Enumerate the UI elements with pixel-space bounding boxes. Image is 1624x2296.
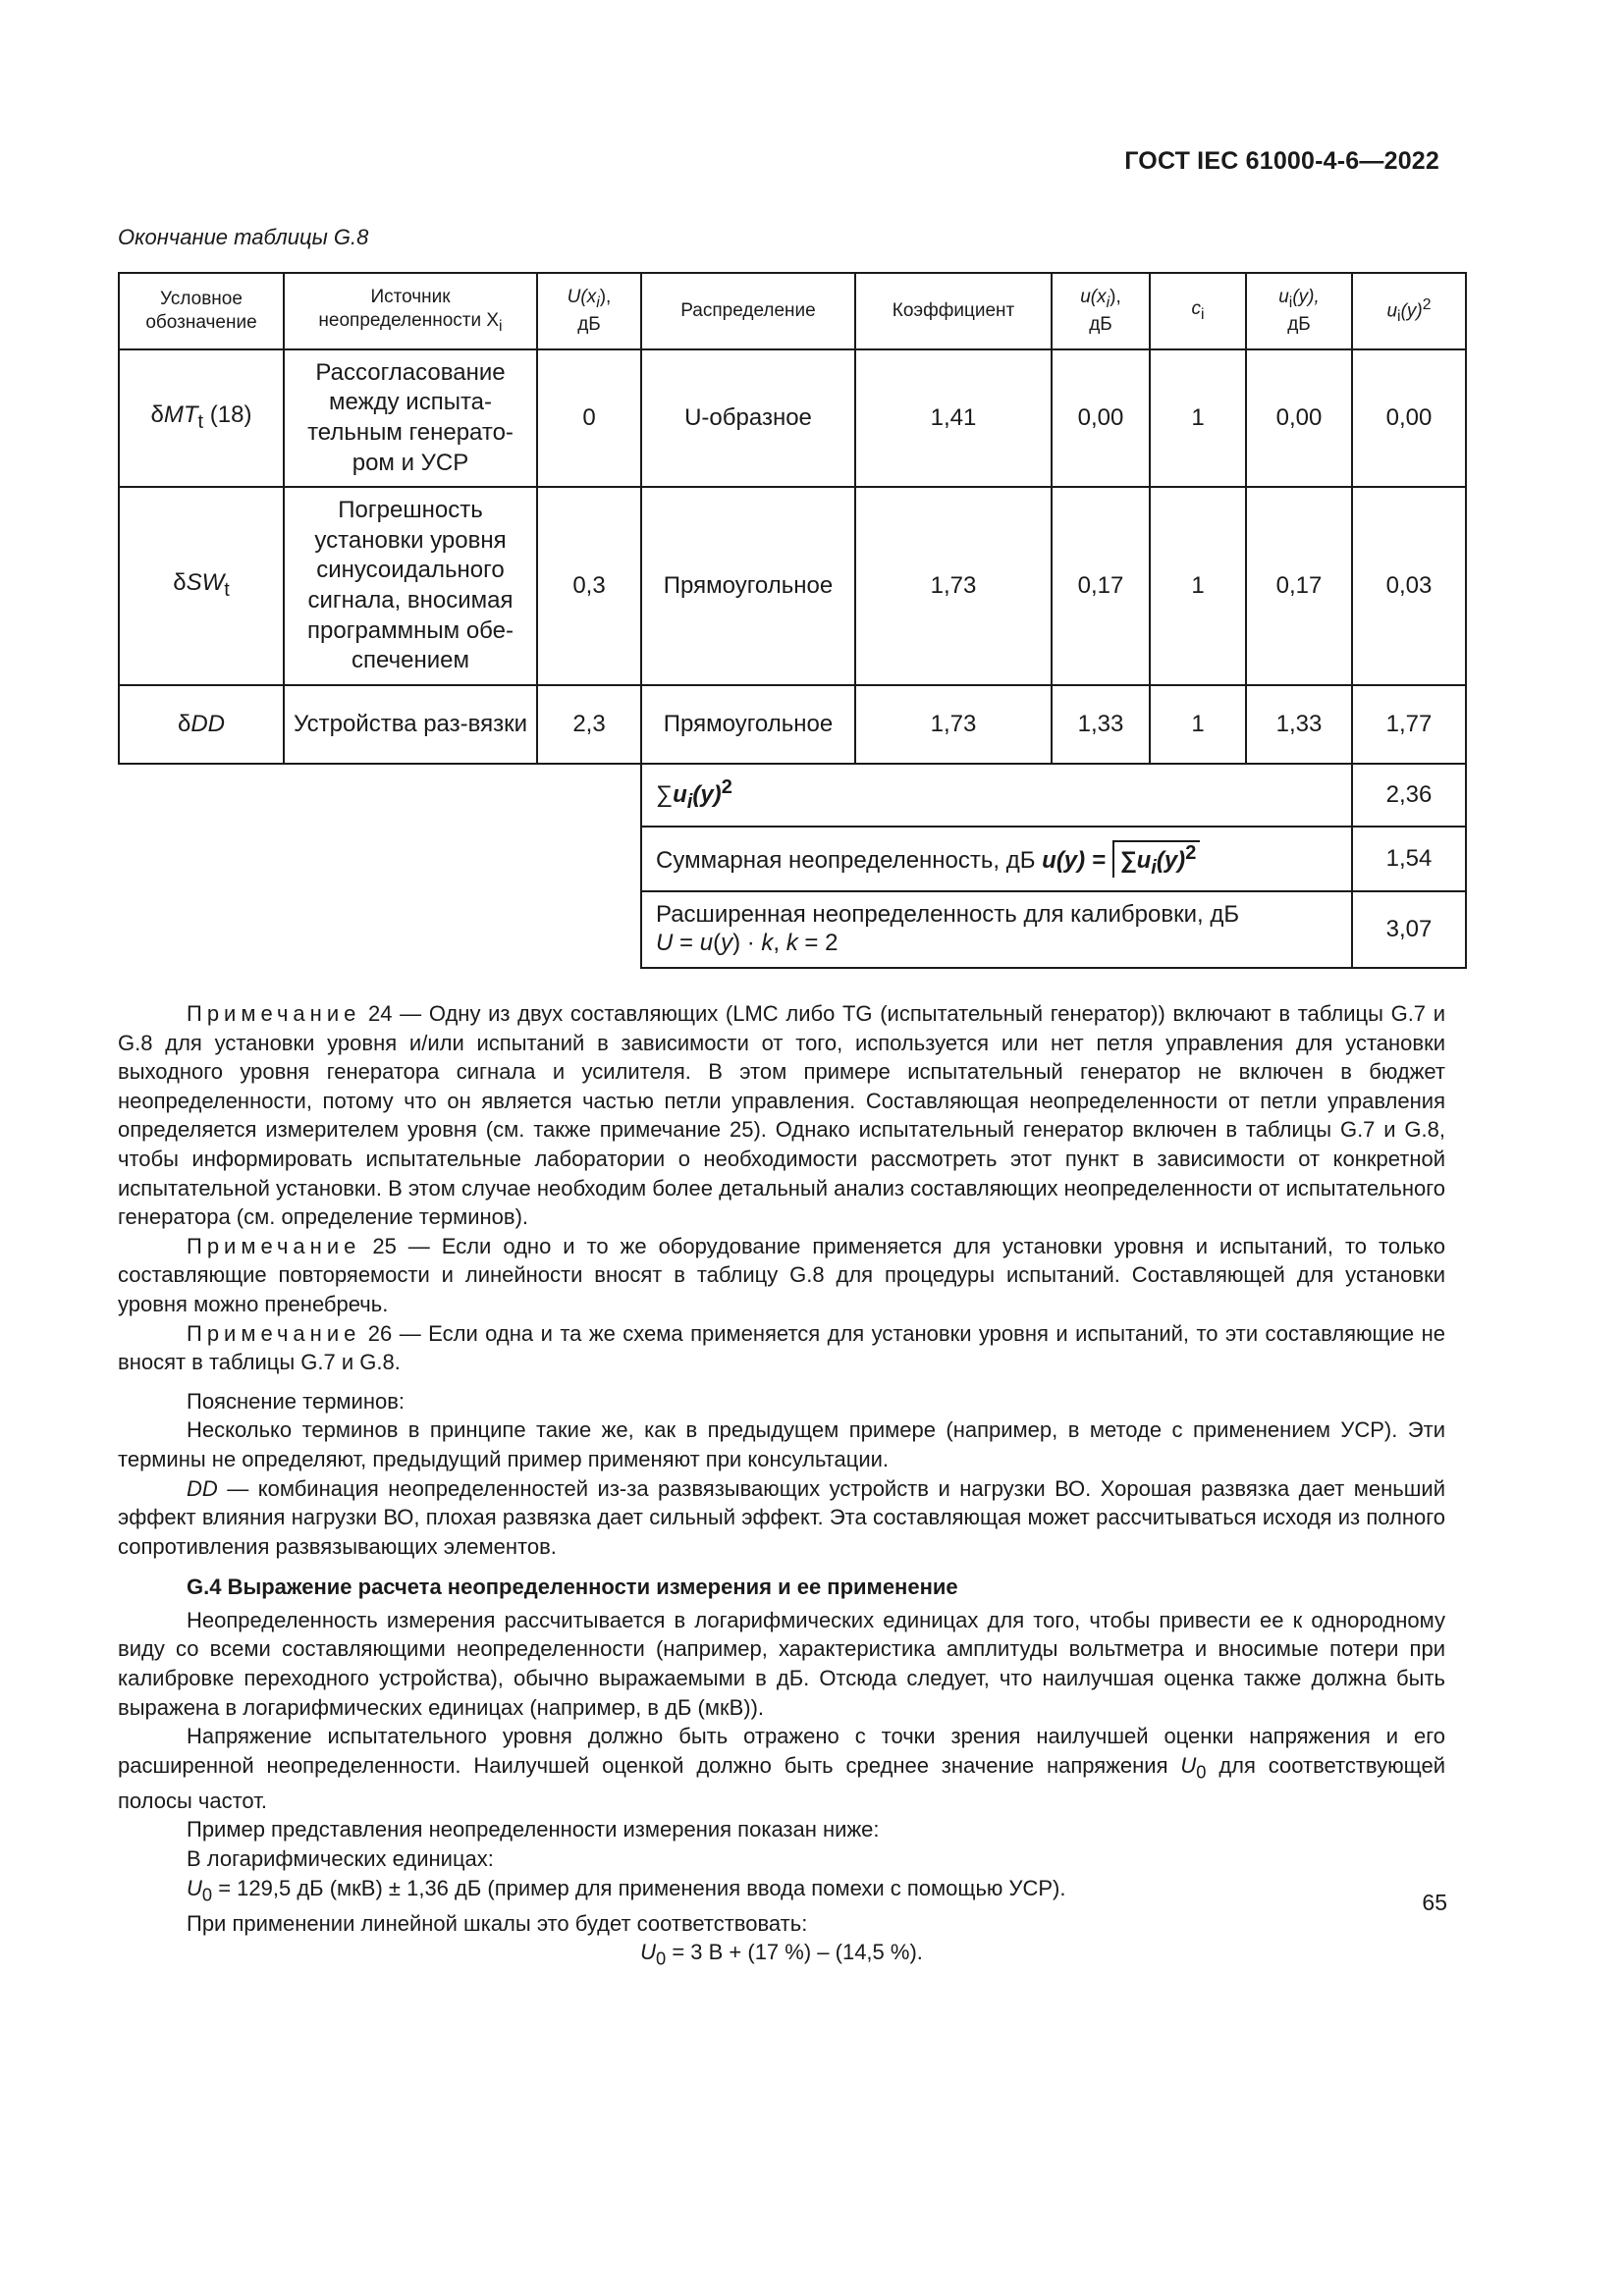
cell-u: 1,33 bbox=[1052, 685, 1150, 764]
table-row bbox=[119, 685, 1466, 764]
cell-symbol: δDD bbox=[119, 685, 284, 764]
cell-source: Рассогласование между испыта-тельным генерато-ром и УСР bbox=[284, 349, 537, 487]
cell-uy: 1,33 bbox=[1246, 685, 1352, 764]
combined-label: Суммарная неопределенность, дБ $u(y) = \sum u_i(y)^2$ bbox=[641, 827, 1352, 891]
table-header-row bbox=[119, 273, 1466, 349]
cell-u: 0,17 bbox=[1052, 487, 1150, 685]
col-u: $u(x_i)$, дБ bbox=[1052, 273, 1150, 349]
table-row bbox=[119, 349, 1466, 487]
cell-symbol: δMT$_t$ (18) bbox=[119, 349, 284, 487]
table-caption: Окончание таблицы G.8 bbox=[118, 225, 369, 249]
cell-distribution: U-образное bbox=[641, 349, 855, 487]
col-symbol: Условное обозначение bbox=[119, 273, 284, 349]
cell-uy2: 1,77 bbox=[1352, 685, 1466, 764]
section-heading: G.4 Выражение расчета неопределенности измерения и ее применение bbox=[187, 1575, 958, 1600]
uncertainty-table bbox=[118, 272, 1467, 969]
col-uiy2: $u_i(y)^2$ bbox=[1352, 273, 1466, 349]
sqrt-sign: $\sum u_i(y)^2$ bbox=[1112, 840, 1201, 879]
col-distribution: Распределение bbox=[641, 273, 855, 349]
cell-U: 0 bbox=[537, 349, 641, 487]
cell-uy: 0,00 bbox=[1246, 349, 1352, 487]
expanded-label: Расширенная неопределенность для калибровки, дБ U = u(y) · k, k = 2 bbox=[641, 891, 1352, 968]
section-paragraph: Пример представления неопределенности измерения показан ниже: bbox=[187, 1817, 880, 1842]
cell-source: Погрешность установки уровня синусоидального сигнала, вносимая программным обе-спечением bbox=[284, 487, 537, 685]
summary-row-sum bbox=[119, 764, 1466, 827]
summary-row-expanded bbox=[119, 891, 1466, 968]
cell-U: 0,3 bbox=[537, 487, 641, 685]
cell-coefficient: 1,41 bbox=[855, 349, 1052, 487]
cell-u: 0,00 bbox=[1052, 349, 1150, 487]
summary-row-combined bbox=[119, 827, 1466, 891]
cell-distribution: Прямоугольное bbox=[641, 685, 855, 764]
col-U: $U(x_i)$, дБ bbox=[537, 273, 641, 349]
col-source: Источник неопределенности $X_i$ bbox=[284, 273, 537, 349]
body-text bbox=[118, 999, 1445, 1973]
section-paragraph: При применении линейной шкалы это будет соответствовать: bbox=[187, 1910, 808, 1936]
cell-uy2: 0,00 bbox=[1352, 349, 1466, 487]
col-coefficient: Коэффициент bbox=[855, 273, 1052, 349]
section-paragraph: В логарифмических единицах: bbox=[187, 1846, 494, 1872]
note-24: Примечание 24 — Одну из двух составляющих (LMC либо TG (испытательный генератор)) включают в таблицы G.7 и G.8 для установки уровня и/или испытаний в зависимости от того, используется или нет петля управления для установки выходного уровня генератора сигнала и усилителя. В этом примере испытательный генератор не включен в бюджет неопределенности, потому что он является частью петли управления. Составляющая неопределенности от петли управления определяется измерителем уровня (см. также примечание 25). Однако испытательный генератор включен в таблицы G.7 и G.8, чтобы информировать испытательные лаборатории о необходимости рассмотреть этот пункт в зависимости от конкретной испытательной установки. В этом случае необходим более детальный анализ составляющих неопределенности от испытательного генератора (см. определение терминов). bbox=[118, 1001, 1445, 1230]
terms-heading: Пояснение терминов: bbox=[187, 1388, 406, 1414]
col-uiy: $u_i(y)$, дБ bbox=[1246, 273, 1352, 349]
section-paragraph: Напряжение испытательного уровня должно быть отражено с точки зрения наилучшей оценки напряжения и его расширенной неопределенности. Наилучшей оценкой должно быть среднее значение напряжения $U_0$ для соответствующей полосы частот. bbox=[118, 1724, 1446, 1813]
cell-uy: 0,17 bbox=[1246, 487, 1352, 685]
formula-linear: $U_0 = 3$ В + (17 %) – (14,5 %). bbox=[640, 1940, 923, 1969]
cell-c: 1 bbox=[1150, 487, 1246, 685]
term-dd: DD — комбинация неопределенностей из-за развязывающих устройств и нагрузки ВО. Хорошая развязка дает меньший эффект влияния нагрузки ВО, плохая развязка дает сильный эффект. Эта составляющая может рассчитываться исходя из полного сопротивления развязывающих элементов. bbox=[118, 1475, 1445, 1559]
cell-coefficient: 1,73 bbox=[855, 685, 1052, 764]
cell-distribution: Прямоугольное bbox=[641, 487, 855, 685]
note-25: Примечание 25 — Если одно и то же оборудование применяется для установки уровня и испытаний, то только составляющие повторяемости и линейности вносят в таблицу G.8 для процедуры испытаний. Составляющей для установки уровня можно пренебречь. bbox=[118, 1233, 1445, 1316]
terms-paragraph: Несколько терминов в принципе такие же, как в предыдущем примере (например, в методе с применением УСР). Эти термины не определяют, предыдущий пример применяют при консультации. bbox=[118, 1417, 1445, 1471]
section-paragraph: Неопределенность измерения рассчитывается в логарифмических единицах для того, чтобы привести ее к однородному виду со всеми составляющими неопределенности (например, характеристика амплитуды вольтметра и вносимые потери при калибровке переходного устройства), обычно выражаемыми в дБ. Отсюда следует, что наилучшая оценка также должна быть выражена в логарифмических единицах (например, в дБ (мкВ)). bbox=[118, 1607, 1445, 1720]
cell-source: Устройства раз-вязки bbox=[284, 685, 537, 764]
cell-symbol: δSW$_t$ bbox=[119, 487, 284, 685]
table-row bbox=[119, 487, 1466, 685]
note-26: Примечание 26 — Если одна и та же схема применяется для установки уровня и испытаний, то эти составляющие не вносят в таблицы G.7 и G.8. bbox=[118, 1320, 1445, 1375]
col-ci: $c_i$ bbox=[1150, 273, 1246, 349]
document-id: ГОСТ IEC 61000-4-6—2022 bbox=[1124, 147, 1439, 175]
cell-coefficient: 1,73 bbox=[855, 487, 1052, 685]
cell-c: 1 bbox=[1150, 349, 1246, 487]
cell-uy2: 0,03 bbox=[1352, 487, 1466, 685]
cell-c: 1 bbox=[1150, 685, 1246, 764]
cell-U: 2,3 bbox=[537, 685, 641, 764]
expanded-value: 3,07 bbox=[1352, 891, 1466, 968]
combined-value: 1,54 bbox=[1352, 827, 1466, 891]
page-number: 65 bbox=[1422, 1890, 1447, 1915]
sum-label: $\sum u_i(y)^2$ bbox=[641, 764, 1352, 827]
section-paragraph: $U_0 = 129,5$ дБ (мкВ) ± 1,36 дБ (пример для применения ввода помехи с помощью УСР). bbox=[187, 1875, 1066, 1904]
sum-value: 2,36 bbox=[1352, 764, 1466, 827]
